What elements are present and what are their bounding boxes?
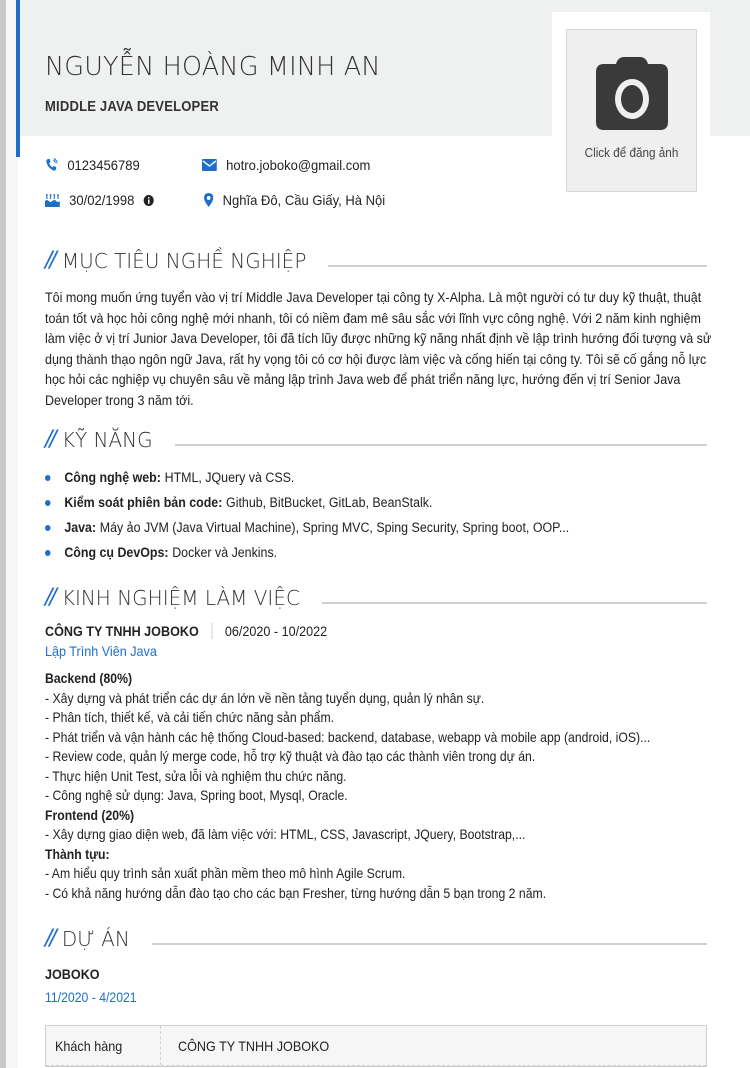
experience-period: 06/2020 - 10/2022 (224, 623, 328, 639)
skill-item[interactable] (45, 540, 569, 565)
skill-item[interactable] (45, 490, 569, 515)
experience-line: - Review code, quản lý merge code, hỗ trợ kỹ thuật và đào tạo các thành viên trong dự án. (45, 749, 536, 764)
photo-label: Click để đăng ảnh (584, 145, 679, 160)
accent-bar (16, 0, 20, 157)
contact-phone[interactable] (45, 157, 140, 173)
candidate-name[interactable]: NGUYỄN HOÀNG MINH AN (45, 52, 381, 82)
experience-line: - Xây dựng và phát triển các dự án lớn về nền tảng tuyển dụng, quản lý nhân sự. (45, 690, 485, 706)
section-slash-icon: // (45, 585, 54, 610)
birthday-cake-icon (45, 193, 60, 207)
section-rule (175, 444, 707, 446)
section-rule (322, 602, 707, 604)
bullet-icon (45, 500, 51, 506)
section-title-experience (45, 585, 707, 610)
experience-details[interactable] (45, 669, 650, 903)
photo-upload-button[interactable] (566, 29, 697, 192)
skill-item[interactable] (45, 515, 569, 540)
experience-header[interactable] (45, 623, 327, 639)
skill-value: Github, BitBucket, GitLab, BeanStalk. (226, 495, 433, 510)
contact-address[interactable] (204, 192, 385, 208)
skill-label: Công cụ DevOps: (64, 545, 169, 560)
experience-line: - Có khả năng hướng dẫn đào tạo cho các bạn Fresher, từng hướng dẫn 5 bạn trong 2 năm. (45, 885, 547, 901)
bullet-icon (45, 550, 51, 556)
skills-list (45, 465, 615, 565)
company-name: CÔNG TY TNHH JOBOKO (45, 623, 199, 639)
section-rule (328, 265, 707, 267)
project-field-value: CÔNG TY TNHH JOBOKO (178, 1037, 330, 1054)
experience-role[interactable]: Lập Trình Viên Java (45, 643, 157, 659)
camera-icon (594, 54, 670, 137)
section-title-objective (45, 248, 707, 273)
map-marker-icon (204, 193, 213, 207)
section-label: MỤC TIÊU NGHỀ NGHIỆP (61, 248, 307, 273)
skill-value: HTML, JQuery và CSS. (164, 470, 295, 485)
skill-item[interactable] (45, 465, 569, 490)
job-title[interactable]: MIDDLE JAVA DEVELOPER (45, 99, 219, 115)
experience-line: Frontend (20%) (45, 807, 135, 823)
section-slash-icon: // (45, 248, 54, 273)
section-rule (152, 943, 707, 945)
project-period[interactable]: 11/2020 - 4/2021 (45, 990, 137, 1005)
skill-label: Công nghệ web: (64, 470, 161, 485)
objective-text[interactable]: Tôi mong muốn ứng tuyển vào vị trí Middle Java Developer tại công ty X-Alpha. Là một người có tư duy kỹ thuật, thuật toán tốt và học hỏi công nghệ mới nhanh, tôi có niềm đam mê sâu sắc với lĩnh vực công nghệ. Với 2 năm kinh nghiệm làm việc ở vị trí Junior Java Developer, tôi đã tích lũy được những kỹ năng nhất định về lập trình hướng đối tượng và sử dụng thành thạo ngôn ngữ Java, rất hy vọng tôi có cơ hội được làm việc và cống hiến tại công ty. Tôi sẽ cố gắng nỗ lực học hỏi các nghiệp vụ chuyên sâu về mảng lập trình Java web để phát triển năng lực, hướng đến vị trí Senior Java Developer trong 3 năm tới. (45, 290, 712, 408)
phone-value: 0123456789 (67, 157, 140, 173)
envelope-icon (202, 159, 217, 171)
skill-value: Docker và Jenkins. (172, 545, 278, 560)
section-label: DỰ ÁN (61, 926, 130, 951)
experience-line: - Phân tích, thiết kế, và cải tiến chức năng sản phẩm. (45, 710, 335, 725)
section-slash-icon: // (45, 926, 54, 951)
bullet-icon (45, 475, 51, 481)
section-title-skills (45, 427, 707, 452)
section-label: KỸ NĂNG (61, 427, 153, 452)
section-slash-icon: // (45, 427, 54, 452)
section-label: KINH NGHIỆM LÀM VIỆC (61, 585, 300, 610)
experience-line: - Thực hiện Unit Test, sửa lỗi và nghiệm thu chức năng. (45, 768, 347, 784)
skill-value: Máy ảo JVM (Java Virtual Machine), Spring MVC, Sping Security, Spring boot, OOP... (99, 520, 570, 535)
experience-line: Backend (80%) (45, 671, 133, 686)
bullet-icon (45, 525, 51, 531)
left-margin (6, 0, 18, 1068)
divider (211, 623, 212, 639)
skill-label: Kiểm soát phiên bản code: (64, 495, 223, 510)
info-icon[interactable] (144, 195, 154, 206)
experience-line: - Xây dựng giao diện web, đã làm việc với: HTML, CSS, Javascript, JQuery, Bootstrap,... (45, 827, 526, 842)
project-table (45, 1025, 707, 1067)
contact-email[interactable] (202, 157, 370, 173)
project-table-row[interactable] (46, 1026, 706, 1066)
skill-label: Java: (64, 520, 97, 535)
experience-line: - Công nghệ sử dụng: Java, Spring boot, Mysql, Oracle. (45, 788, 348, 803)
phone-icon (45, 158, 58, 172)
project-name[interactable]: JOBOKO (45, 966, 100, 982)
project-field-label: Khách hàng (46, 1026, 161, 1065)
section-title-projects (45, 926, 707, 951)
address-value: Nghĩa Đô, Cầu Giấy, Hà Nội (222, 192, 386, 208)
experience-line: Thành tựu: (45, 846, 110, 862)
email-value: hotro.joboko@gmail.com (226, 157, 371, 173)
experience-line: - Phát triển và vận hành các hệ thống Cloud-based: backend, database, webapp và mobile app (android, iOS)... (45, 729, 651, 745)
experience-line: - Am hiểu quy trình sản xuất phần mềm theo mô hình Agile Scrum. (45, 866, 406, 881)
birthday-value: 30/02/1998 (69, 192, 135, 208)
contact-birthday[interactable] (45, 192, 154, 208)
